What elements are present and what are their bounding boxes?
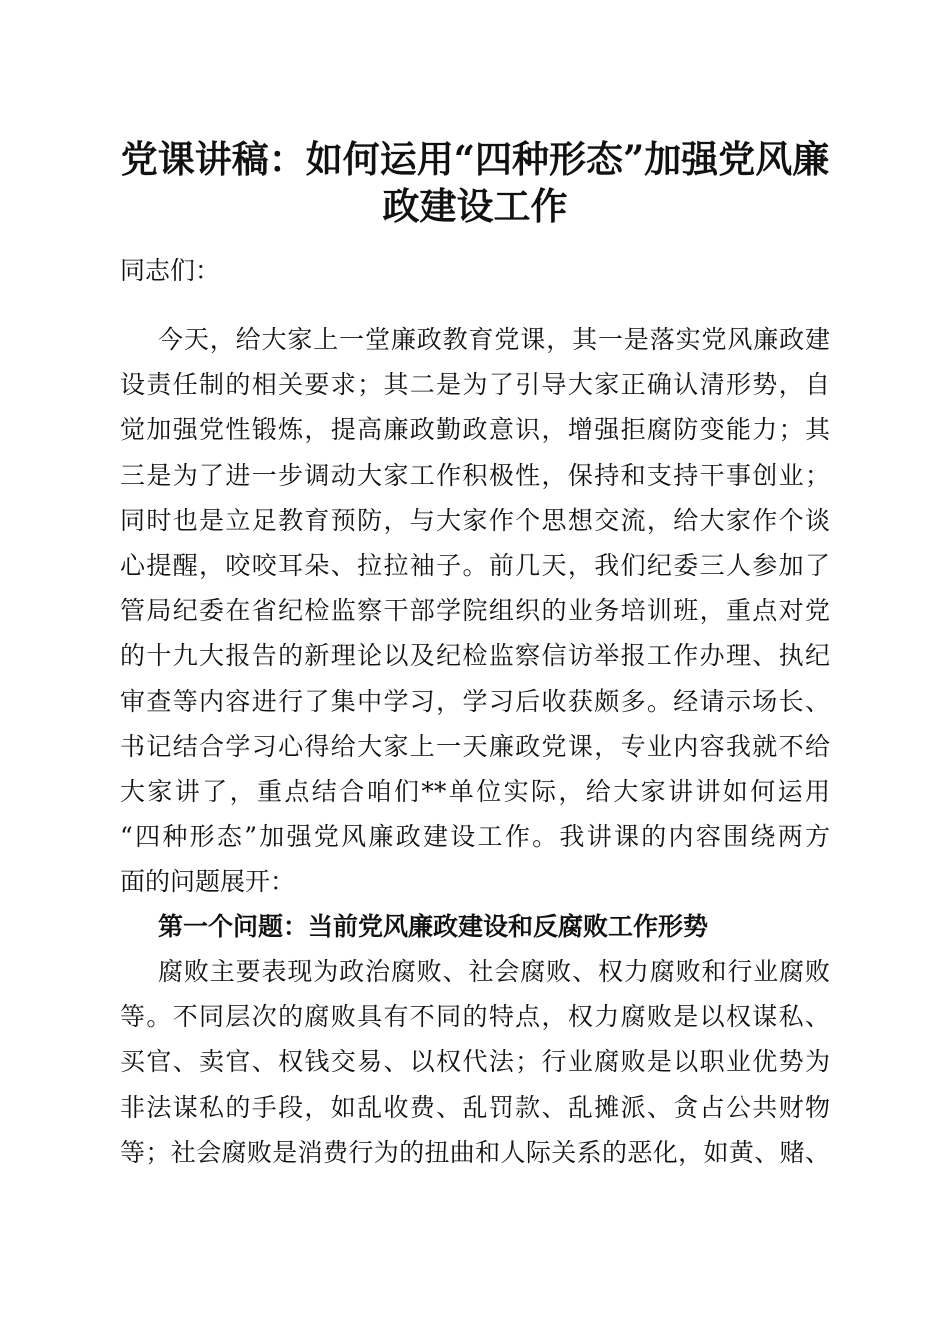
paragraph-1-line: 大家讲了，重点结合咱们**单位实际，给大家讲讲如何运用: [120, 777, 830, 806]
paragraph-1-line: 审查等内容进行了集中学习，学习后收获颇多。经请示场长、: [120, 687, 830, 716]
paragraph-2-line: 等；社会腐败是消费行为的扭曲和人际关系的恶化，如黄、赌、: [120, 1138, 830, 1167]
paragraph-1-line: 书记结合学习心得给大家上一天廉政党课，专业内容我就不给: [120, 732, 830, 761]
paragraph-1-line: 面的问题展开：: [120, 867, 296, 896]
salutation: 同志们：: [120, 256, 221, 285]
paragraph-2-line: 非法谋私的手段，如乱收费、乱罚款、乱摊派、贪占公共财物: [120, 1093, 830, 1122]
section-heading-1: 第一个问题：当前党风廉政建设和反腐败工作形势: [158, 912, 709, 941]
paragraph-1-line: 三是为了进一步调动大家工作积极性，保持和支持干事创业；: [120, 461, 830, 490]
paragraph-2-line: 等。不同层次的腐败具有不同的特点，权力腐败是以权谋私、: [120, 1002, 830, 1031]
paragraph-1-line: 设责任制的相关要求；其二是为了引导大家正确认清形势，自: [120, 370, 830, 399]
paragraph-1-line: 心提醒，咬咬耳朵、拉拉袖子。前几天，我们纪委三人参加了: [120, 551, 830, 580]
paragraph-1-line: 管局纪委在省纪检监察干部学院组织的业务培训班，重点对党: [120, 596, 830, 625]
paragraph-2-line: 腐败主要表现为政治腐败、社会腐败、权力腐败和行业腐败: [158, 957, 830, 986]
document-title-line-1: 党课讲稿：如何运用“四种形态”加强党风廉: [120, 137, 830, 181]
paragraph-1-line: 觉加强党性锻炼，提高廉政勤政意识，增强拒腐防变能力；其: [120, 415, 830, 444]
paragraph-1-line: 同时也是立足教育预防，与大家作个思想交流，给大家作个谈: [120, 506, 830, 535]
paragraph-2-line: 买官、卖官、权钱交易、以权代法；行业腐败是以职业优势为: [120, 1047, 830, 1076]
document-title-line-2: 政建设工作: [382, 184, 568, 228]
paragraph-1-line: 的十九大报告的新理论以及纪检监察信访举报工作办理、执纪: [120, 641, 830, 670]
paragraph-1-line: “四种形态”加强党风廉政建设工作。我讲课的内容围绕两方: [120, 822, 830, 851]
paragraph-1-line: 今天，给大家上一堂廉政教育党课，其一是落实党风廉政建: [158, 325, 830, 354]
